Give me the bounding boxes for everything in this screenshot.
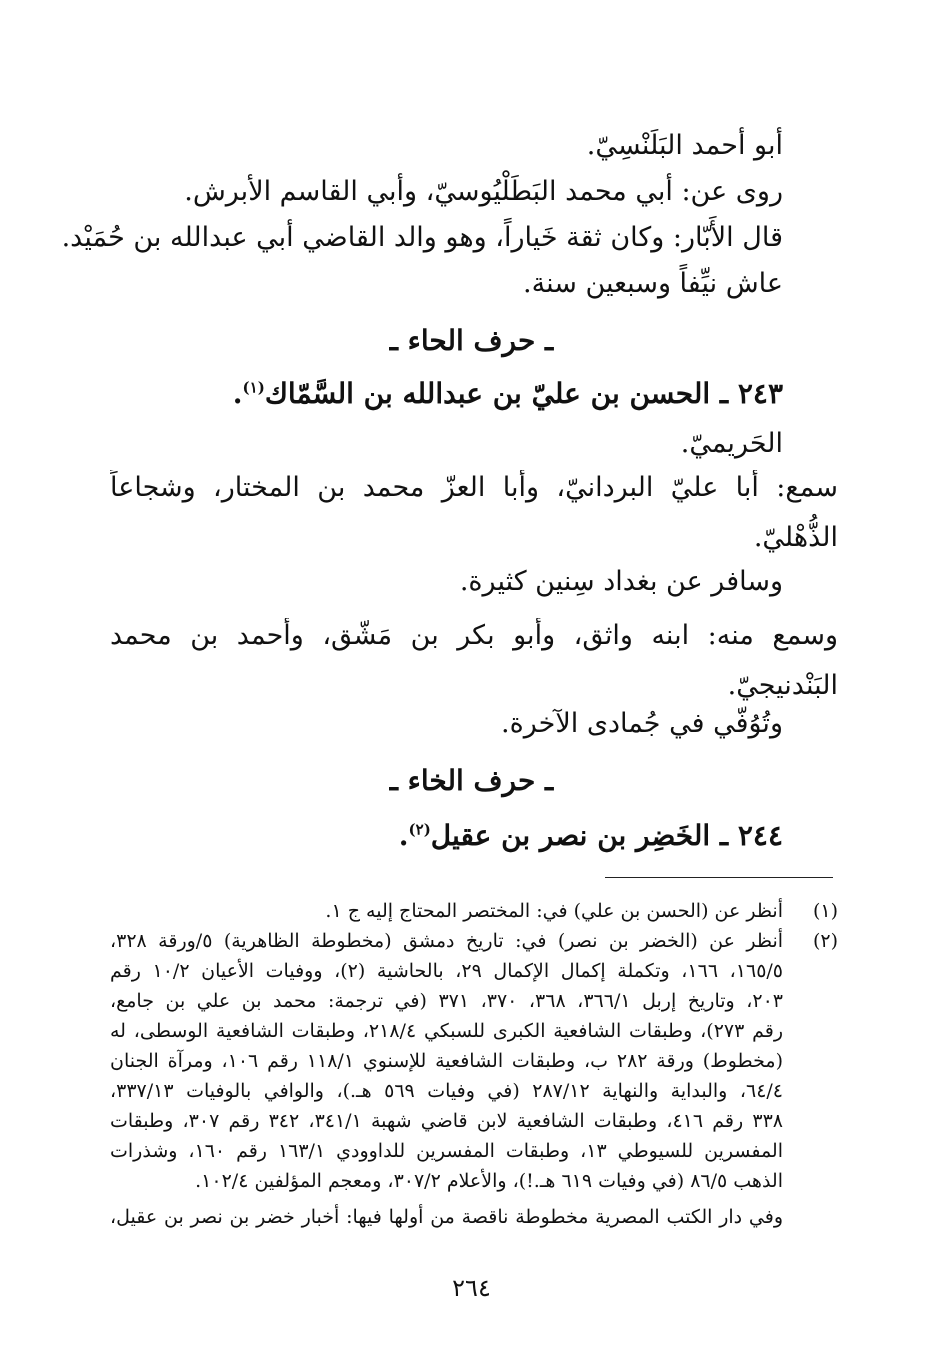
footnote-2-line-10: وفي دار الكتب المصرية مخطوطة ناقصة من أولها فيها: أخبار خضر بن نصر بن عقيل، bbox=[110, 1206, 783, 1228]
text-line-8: وسافر عن بغداد سِنين كثيرة. bbox=[459, 566, 783, 597]
footnote-2-line-7: ٣٣٨ رقم ٤١٦، وطبقات الشافعية لابن قاضي شهبة ٣٤١/١، ٣٤٢ رقم ٣٠٧، وطبقات bbox=[110, 1110, 783, 1132]
footnote-2-line-6: ٦٤/٤، والبداية والنهاية ٢٨٧/١٢ (في وفيات ٥٦٩ هـ.)، والوافي بالوفيات ٣٣٧/١٣، bbox=[110, 1080, 783, 1102]
entry-244-name: ٢٤٤ ـ الخَضِر بن نصر بن عقيل bbox=[430, 819, 783, 852]
text-line-10: البَنْدنيجيّ. bbox=[727, 670, 838, 701]
text-line-4: عاش نيِّفاً وسبعين سنة. bbox=[523, 268, 783, 299]
entry-243-period: . bbox=[232, 377, 243, 410]
entry-244-period: . bbox=[398, 819, 409, 852]
footnote-2-number: (٢) bbox=[812, 930, 838, 952]
footnote-2-line-4: رقم ٢٧٣)، وطبقات الشافعية الكبرى للسبكي ٢١٨/٤، وطبقات الشافعية الوسطى، له bbox=[110, 1020, 783, 1042]
section-heading-haa: ـ حرف الحاء ـ bbox=[389, 324, 554, 357]
text-line-9: وسمع منه: ابنه واثق، وأبو بكر بن مَشّق، وأحمد بن محمد bbox=[110, 620, 838, 651]
footnote-2-line-5: (مخطوط) ورقة ٢٨٢ ب، وطبقات الشافعية للإسنوي ١١٨/١ رقم ١٠٦، ومرآة الجنان bbox=[110, 1050, 783, 1072]
page-number: ٢٦٤ bbox=[452, 1274, 491, 1302]
text-line-3: قال الأَبّار: وكان ثقة خَياراً، وهو والد القاضي أبي عبدالله بن حُمَيْد. bbox=[61, 222, 783, 253]
entry-243-name: ٢٤٣ ـ الحسن بن عليّ بن عبدالله بن السَّمّاك bbox=[264, 377, 783, 410]
text-line-5: الحَريميّ. bbox=[680, 428, 783, 459]
entry-243-title bbox=[233, 376, 783, 412]
footnote-1-text: أنظر عن (الحسن بن علي) في: المختصر المحتاج إليه ج ١. bbox=[325, 900, 783, 922]
footnote-ref-2: (٢) bbox=[408, 820, 431, 839]
text-line-6: سمع: أبا عليّ البردانيّ، وأبا العزّ محمد بن المختار، وشجاعاً bbox=[110, 472, 838, 503]
footnote-separator bbox=[605, 877, 833, 878]
entry-244-title bbox=[399, 818, 783, 854]
footnote-2-line-3: ٢٠٣، وتاريخ إربل ٣٦٦/١، ٣٦٨، ٣٧٠، ٣٧١ (في ترجمة: محمد بن علي بن جامع، bbox=[110, 990, 783, 1012]
footnote-2-line-2: ١٦٥/٥، ١٦٦، وتكملة إكمال الإكمال ٢٩، بالحاشية (٢)، ووفيات الأعيان ١٠/٢ رقم bbox=[110, 960, 783, 982]
footnote-2-line-8: المفسرين للسيوطي ١٣، وطبقات المفسرين للداوودي ١٦٣/١ رقم ١٦٠، وشذرات bbox=[110, 1140, 783, 1162]
section-heading-khaa: ـ حرف الخاء ـ bbox=[389, 764, 554, 797]
text-line-2: روى عن: أبي محمد البَطَلْيُوسيّ، وأبي القاسم الأبرش. bbox=[184, 176, 783, 207]
footnote-2-line-9: الذهب ٨٦/٥ (في وفيات ٦١٩ هـ.!)، والأعلام ٣٠٧/٢، ومعجم المؤلفين ١٠٢/٤. bbox=[195, 1170, 783, 1192]
footnote-2-line-1: أنظر عن (الخضر بن نصر) في: تاريخ دمشق (مخطوطة الظاهرية) ٥/ورقة ٣٢٨، bbox=[110, 930, 783, 952]
text-line-1: أبو أحمد البَلَنْسِيّ. bbox=[586, 130, 783, 161]
text-line-11: وتُوُفّي في جُمادى الآخرة. bbox=[501, 708, 783, 739]
text-line-7: الذُّهْليّ. bbox=[753, 522, 838, 553]
footnote-1-number: (١) bbox=[812, 900, 838, 922]
footnote-ref-1: (١) bbox=[242, 378, 265, 397]
